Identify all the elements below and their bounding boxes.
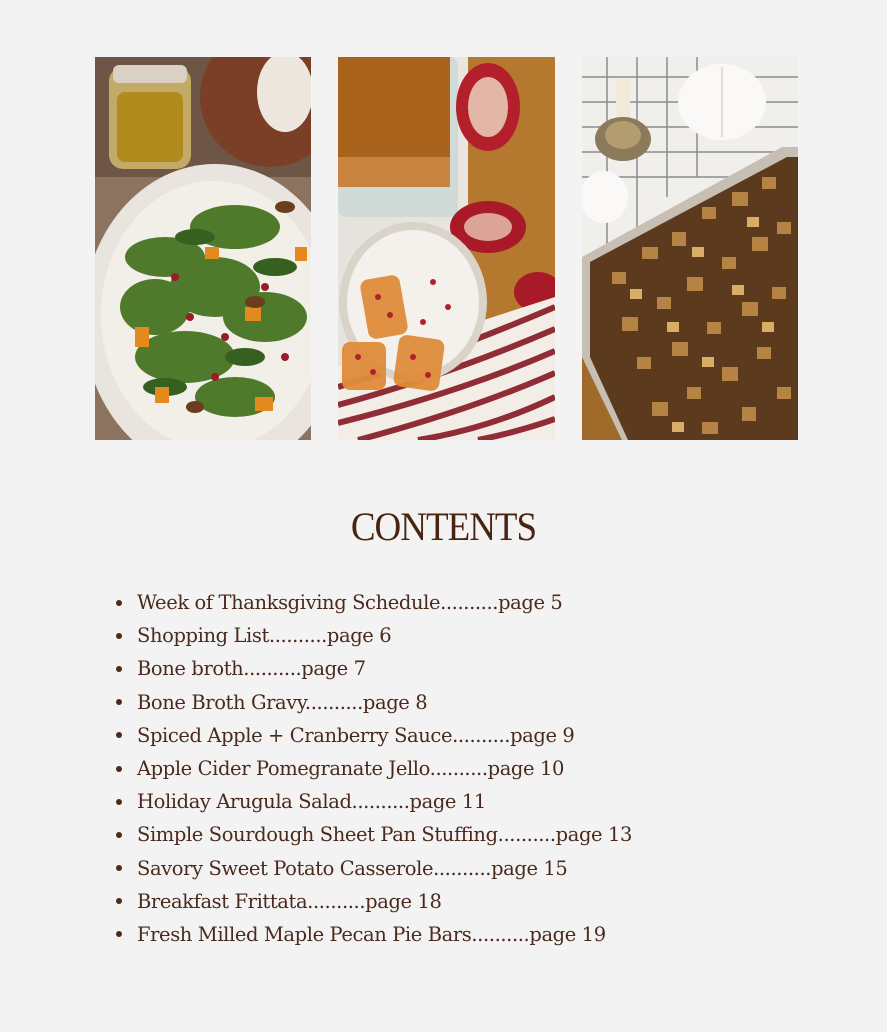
toc-item [116, 852, 632, 885]
toc-item [116, 719, 632, 752]
toc-item [116, 818, 632, 851]
bullet-icon [116, 699, 122, 705]
toc-item-label: Simple Sourdough Sheet Pan Stuffing..........page 13 [137, 823, 632, 847]
bullet-icon [116, 799, 122, 805]
contents-title: CONTENTS [350, 505, 537, 550]
toc-item-label: Savory Sweet Potato Casserole..........page 15 [137, 856, 568, 880]
toc-item-label: Spiced Apple + Cranberry Sauce..........page 9 [137, 723, 575, 747]
toc-item-label: Fresh Milled Maple Pecan Pie Bars..........page 19 [137, 922, 606, 946]
toc-item [116, 686, 632, 719]
toc-item-label: Week of Thanksgiving Schedule..........page 5 [137, 591, 563, 614]
bullet-icon [116, 633, 122, 639]
bullet-icon [116, 865, 122, 871]
bullet-icon [116, 732, 122, 738]
toc-item [116, 752, 632, 785]
toc-item [116, 652, 632, 685]
arugula-salad-photo [95, 57, 311, 440]
toc-item-label: Breakfast Frittata..........page 18 [137, 889, 442, 913]
bullet-icon [116, 931, 122, 937]
toc-item [116, 918, 632, 951]
toc-item [116, 885, 632, 918]
bullet-icon [116, 600, 122, 606]
toc-item-label: Shopping List..........page 6 [137, 624, 392, 648]
table-of-contents [116, 586, 632, 951]
toc-item [116, 785, 632, 818]
sheet-pan-stuffing-photo [582, 57, 798, 440]
toc-item-label: Holiday Arugula Salad..........page 11 [137, 790, 486, 814]
pomegranate-jello-photo [338, 57, 555, 440]
photo-row [95, 57, 798, 440]
bullet-icon [116, 832, 122, 838]
bullet-icon [116, 666, 122, 672]
toc-item [116, 619, 632, 652]
toc-item-label: Apple Cider Pomegranate Jello..........page 10 [137, 756, 564, 780]
toc-item [116, 586, 632, 619]
toc-item-label: Bone broth..........page 7 [137, 657, 366, 681]
toc-item-label: Bone Broth Gravy..........page 8 [137, 690, 428, 714]
bullet-icon [116, 766, 122, 772]
bullet-icon [116, 898, 122, 904]
